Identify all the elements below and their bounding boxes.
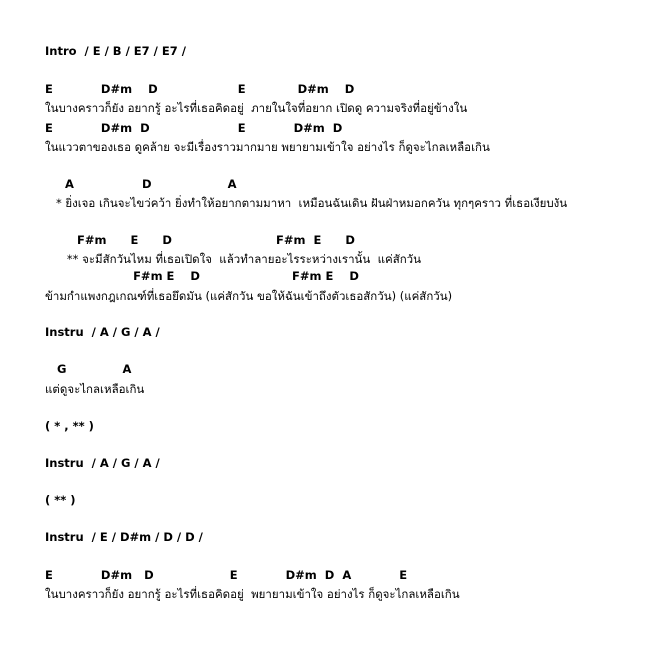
sheet-line-intro-1: Intro / E / B / E7 / E7 / <box>45 44 186 58</box>
sheet-line-chorus2-lyric-1: ** จะมีสักวันไหม ที่เธอเปิดใจ แล้วทำลายอะไรระหว่างเรานั้น แค่สักวัน <box>45 252 421 266</box>
sheet-line-chorus2-chord-1: F#m E D F#m E D <box>45 233 355 247</box>
sheet-line-chorus2-chord-2: F#m E D F#m E D <box>45 269 359 283</box>
sheet-line-chorus1-lyric-1: * ยิ่งเจอ เกินจะไขว่คว้า ยิ่งทำให้อยากตามมาหา เหมือนฉันเดิน ฝันฝ่าหมอกควัน ทุกๆคราว ที่เธอเงียบงัน <box>45 196 568 210</box>
sheet-line-marker-2: ( ** ) <box>45 493 76 507</box>
sheet-line-outro-lyric-1: แต่ดูจะไกลเหลือเกิน <box>45 382 145 396</box>
sheet-line-verse1-lyric-1: ในบางคราวก็ยัง อยากรู้ อะไรที่เธอคิดอยู่ ภายในใจที่อยาก เปิดดู ความจริงที่อยู่ข้างใน <box>45 101 468 115</box>
sheet-line-outro-chord-1: G A <box>45 362 132 376</box>
sheet-line-verse2-chord-1: E D#m D E D#m D A E <box>45 568 408 582</box>
sheet-line-instru-2: Instru / A / G / A / <box>45 456 160 470</box>
sheet-line-verse1-lyric-2: ในแววตาของเธอ ดูคล้าย จะมีเรื่องราวมากมาย พยายามเข้าใจ อย่างไร ก็ดูจะไกลเหลือเกิน <box>45 140 490 154</box>
sheet-line-verse1-chord-1: E D#m D E D#m D <box>45 82 355 96</box>
sheet-line-verse1-chord-2: E D#m D E D#m D <box>45 121 343 135</box>
sheet-line-instru-1: Instru / A / G / A / <box>45 325 160 339</box>
sheet-line-verse2-lyric-1: ในบางคราวก็ยัง อยากรู้ อะไรที่เธอคิดอยู่ พยายามเข้าใจ อย่างไร ก็ดูจะไกลเหลือเกิน <box>45 587 460 601</box>
sheet-line-instru-3: Instru / E / D#m / D / D / <box>45 530 203 544</box>
sheet-line-chorus2-lyric-2: ข้ามกำแพงกฎเกณฑ์ที่เธอยึดมัน (แค่สักวัน ขอให้ฉันเข้าถึงตัวเธอสักวัน) (แค่สักวัน) <box>45 289 453 303</box>
sheet-line-marker-1: ( * , ** ) <box>45 419 94 433</box>
sheet-line-chorus1-chord-1: A D A <box>45 177 237 191</box>
